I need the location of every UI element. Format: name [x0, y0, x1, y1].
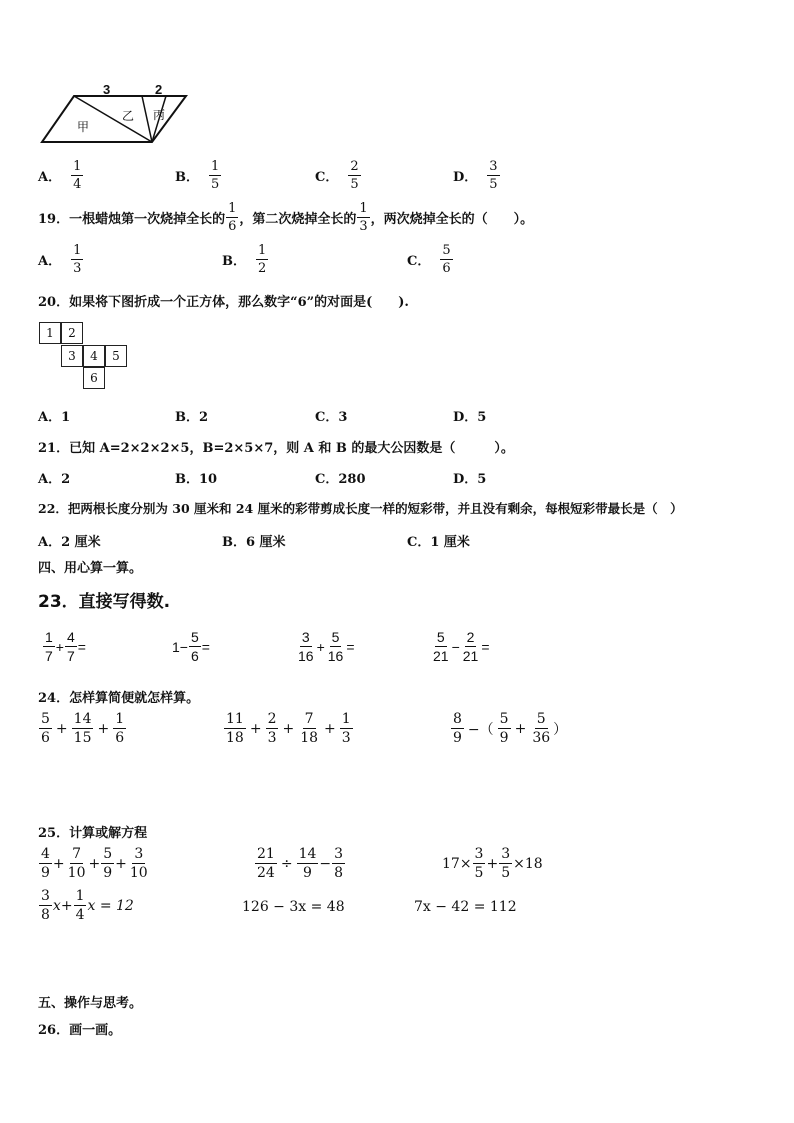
q21-option-c[interactable]: C．280 — [315, 472, 366, 487]
figure-region-bing: 丙 — [153, 108, 166, 122]
q25-equation-3: 7x − 42 = 112 — [414, 899, 517, 915]
q21-option-a[interactable]: A．2 — [38, 472, 71, 487]
q24-expr-2: $\frac{11}{18}$ + $\frac{2}{3}$ + $\frac{7}{18}$ + $\frac{1}{3}$ — [226, 711, 351, 746]
figure-top-label-3: 3 — [103, 82, 111, 97]
q20-question: 20．如果将下图折成一个正方体，那么数字“6”的对面是( ). — [38, 295, 409, 310]
q23-expr-3: $\frac{3}{16}$ + $\frac{5}{16}$ = — [298, 629, 355, 664]
figure-region-yi: 乙 — [122, 109, 135, 123]
q23-expr-1: $\frac{1}{7}$ + $\frac{4}{7}$ = — [45, 629, 86, 664]
q24-expr-1: $\frac{5}{6}$ + $\frac{14}{15}$ + $\frac{1}{6}$ — [41, 711, 125, 746]
q21-option-b[interactable]: B．10 — [175, 472, 218, 487]
q22-option-c[interactable]: C．1 厘米 — [407, 535, 470, 550]
q25-expr-3: 17× $\frac{3}{5}$ + $\frac{3}{5}$ ×18 — [442, 846, 543, 881]
q21-question: 21．已知 A=2×2×2×5，B=2×5×7，则 A 和 B 的最大公因数是（ ）。 — [38, 441, 514, 456]
q25-equation-2: 126 − 3x = 48 — [242, 899, 345, 915]
net-cell-3: 3 — [61, 345, 83, 367]
q24-title: 24．怎样算简便就怎样算。 — [38, 691, 200, 706]
q19-option-a[interactable]: A． $\frac{1}{3}$ — [38, 243, 82, 276]
q20-option-d[interactable]: D．5 — [453, 410, 487, 425]
figure-top-label-2: 2 — [155, 82, 163, 97]
q22-question: 22．把两根长度分别为 30 厘米和 24 厘米的彩带剪成长度一样的短彩带，并且没有剩余，每根短彩带最长是（ ） — [38, 501, 683, 516]
net-cell-5: 5 — [105, 345, 127, 367]
net-cell-2: 2 — [61, 322, 83, 344]
net-cell-6: 6 — [83, 367, 105, 389]
net-cell-1: 1 — [39, 322, 61, 344]
q25-expr-1: $\frac{4}{9}$ + $\frac{7}{10}$ + $\frac{5}{9}$ + $\frac{3}{10}$ — [41, 846, 148, 881]
q19-question: 19．一根蜡烛第一次烧掉全长的 $\frac{1}{6}$ ，第二次烧掉全长的 $\frac{1}{3}$ ，两次烧掉全长的（ ）。 — [38, 201, 534, 234]
q23-title: 23．直接写得数. — [38, 592, 171, 612]
q20-option-c[interactable]: C．3 — [315, 410, 348, 425]
q25-title: 25．计算或解方程 — [38, 826, 148, 841]
q26-question: 26．画一画。 — [38, 1023, 122, 1038]
q20-option-a[interactable]: A．1 — [38, 410, 71, 425]
q19-option-b[interactable]: B． $\frac{1}{2}$ — [222, 243, 267, 276]
q22-option-a[interactable]: A．2 厘米 — [38, 535, 101, 550]
q21-option-d[interactable]: D．5 — [453, 472, 487, 487]
net-cell-4: 4 — [83, 345, 105, 367]
q24-expr-3: $\frac{8}{9}$ −（ $\frac{5}{9}$ + $\frac{5}{36}$ ） — [453, 711, 568, 746]
q19-option-c[interactable]: C． $\frac{5}{6}$ — [407, 243, 451, 276]
q20-option-b[interactable]: B．2 — [175, 410, 209, 425]
q22-option-b[interactable]: B．6 厘米 — [222, 535, 286, 550]
q18-option-b[interactable]: B． $\frac{1}{5}$ — [175, 159, 220, 192]
q25-expr-2: $\frac{21}{24}$ ÷ $\frac{14}{9}$ − $\frac{3}{8}$ — [257, 846, 344, 881]
parallelogram-figure — [40, 80, 190, 146]
section-4-heading: 四、用心算一算。 — [38, 561, 143, 576]
q25-equation-1: $\frac{3}{8}$ x+ $\frac{1}{4}$ x = 12 — [41, 888, 134, 923]
q23-expr-4: $\frac{5}{21}$ − $\frac{2}{21}$ = — [433, 629, 490, 664]
q18-option-a[interactable]: A． $\frac{1}{4}$ — [38, 159, 82, 192]
q18-option-c[interactable]: C． $\frac{2}{5}$ — [315, 159, 359, 192]
section-5-heading: 五、操作与思考。 — [38, 996, 143, 1011]
figure-region-jia: 甲 — [77, 120, 90, 134]
q23-expr-2: 1− $\frac{5}{6}$ = — [172, 629, 210, 664]
q18-option-d[interactable]: D． $\frac{3}{5}$ — [453, 159, 498, 192]
